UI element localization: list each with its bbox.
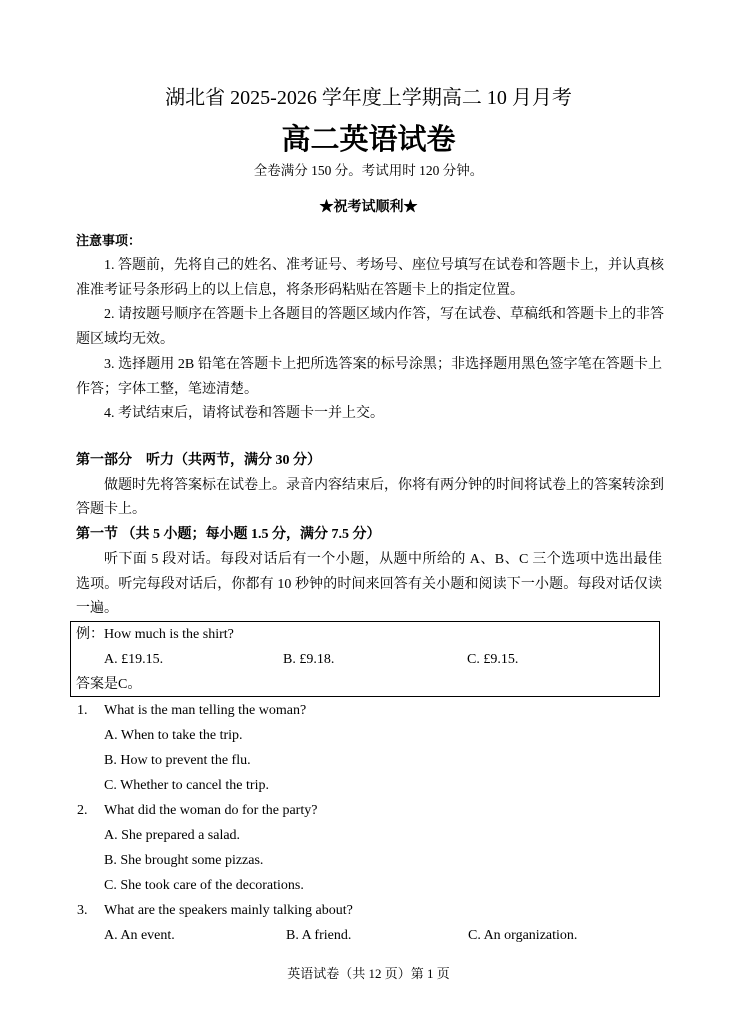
example-option: C. £9.15. (467, 652, 519, 667)
example-answer: 答案是C。 (76, 677, 142, 692)
section1-line: 选项。听完每段对话后，你都有 10 秒钟的时间来回答有关小题和阅读下一小题。每段对话仅读 (76, 577, 662, 592)
question-option: B. How to prevent the flu. (104, 753, 251, 768)
question-option: A. An event. (104, 928, 175, 943)
notice-line: 题区域均无效。 (76, 332, 174, 347)
subject-title: 高二英语试卷 (281, 124, 456, 156)
section1-line: 听下面 5 段对话。每段对话后有一个小题，从题中所给的 A、B、C 三个选项中选出最佳 (104, 552, 662, 567)
question-number: 3. (77, 903, 88, 918)
example-box (70, 621, 660, 697)
score-time: 全卷满分 150 分。考试用时 120 分钟。 (253, 163, 484, 178)
question-number: 2. (77, 803, 88, 818)
question-text: What is the man telling the woman? (104, 703, 307, 718)
section1-heading: 第一节 （共 5 小题；每小题 1.5 分，满分 7.5 分） (76, 527, 381, 542)
question-option: B. A friend. (286, 928, 352, 943)
blessing: ★祝考试顺利★ (319, 200, 418, 215)
example-question: 例：How much is the shirt? (76, 627, 234, 642)
notice-heading: 注意事项： (76, 233, 142, 248)
question-option: A. When to take the trip. (104, 728, 243, 743)
exam-title: 湖北省 2025-2026 学年度上学期高二 10 月月考 (165, 87, 572, 109)
question-option: A. She prepared a salad. (104, 828, 241, 843)
question-option: C. An organization. (468, 928, 578, 943)
notice-line: 2. 请按题号顺序在答题卡上各题目的答题区域内作答，写在试卷、草稿纸和答题卡上的非答 (104, 307, 664, 322)
example-option: B. £9.18. (283, 652, 335, 667)
question-text: What are the speakers mainly talking about? (104, 903, 353, 918)
part1-heading: 第一部分 听力（共两节，满分 30 分） (76, 453, 321, 468)
notice-line: 1. 答题前，先将自己的姓名、准考证号、考场号、座位号填写在试卷和答题卡上，并认真核 (104, 258, 664, 273)
question-option: C. She took care of the decorations. (104, 878, 304, 893)
notice-line: 作答；字体工整，笔迹清楚。 (76, 382, 258, 397)
notice-line: 准准考证号条形码上的以上信息，将条形码粘贴在答题卡上的指定位置。 (76, 283, 524, 298)
notice-line: 3. 选择题用 2B 铅笔在答题卡上把所选答案的标号涂黑；非选择题用黑色签字笔在答题卡上 (104, 357, 662, 372)
part1-intro-line: 答题卡上。 (76, 502, 146, 517)
part1-intro-line: 做题时先将答案标在试卷上。录音内容结束后，你将有两分钟的时间将试卷上的答案转涂到 (104, 478, 664, 493)
question-number: 1. (77, 703, 88, 718)
notice-line: 4. 考试结束后，请将试卷和答题卡一并上交。 (104, 406, 384, 421)
section1-line: 一遍。 (76, 601, 118, 616)
question-option: B. She brought some pizzas. (104, 853, 264, 868)
example-option: A. £19.15. (104, 652, 164, 667)
question-option: C. Whether to cancel the trip. (104, 778, 269, 793)
page-footer: 英语试卷（共 12 页）第 1 页 (287, 966, 450, 981)
question-text: What did the woman do for the party? (104, 803, 318, 818)
